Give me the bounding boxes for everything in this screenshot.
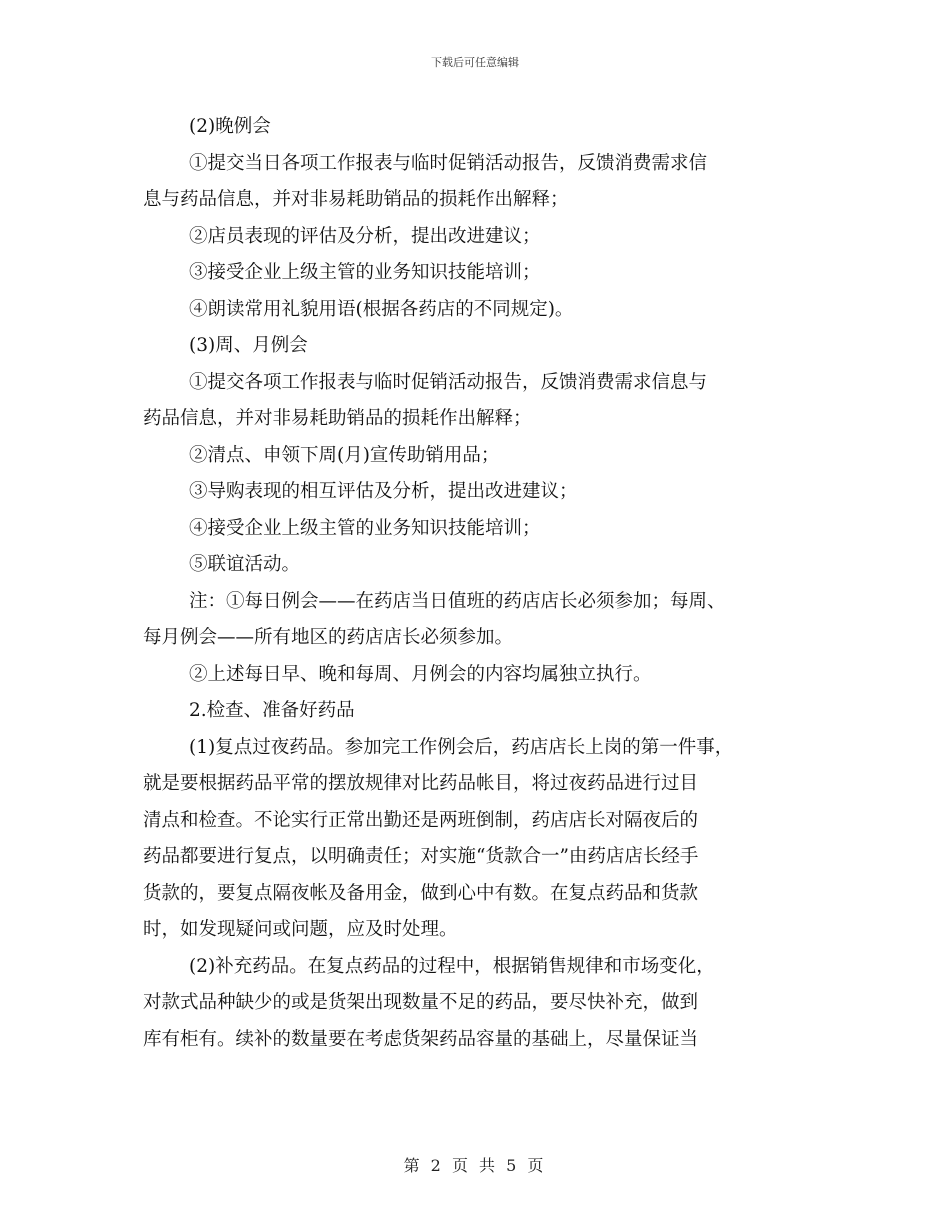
text-line: ②店员表现的评估及分析，提出改进建议；	[189, 225, 541, 247]
text-line: 每月例会——所有地区的药店店长必须参加。	[143, 627, 514, 648]
text-line: 注：①每日例会——在药店当日值班的药店店长必须参加；每周、	[189, 590, 726, 612]
text-line: (3)周、月例会	[189, 335, 308, 356]
text-line: 2.检查、准备好药品	[189, 700, 355, 721]
text-line: ②上述每日早、晚和每周、月例会的内容均属独立执行。	[189, 663, 652, 685]
text-line: 就是要根据药品平常的摆放规律对比药品帐目，将过夜药品进行过目	[143, 773, 699, 794]
page-footer: 第 2 页 共 5 页	[403, 1156, 547, 1175]
page-header: 下载后可任意编辑	[431, 56, 519, 69]
text-line: ④朗读常用礼貌用语(根据各药店的不同规定)。	[189, 298, 574, 320]
text-line: ③导购表现的相互评估及分析，提出改进建议；	[189, 481, 578, 502]
text-line: 药品信息，并对非易耗助销品的损耗作出解释；	[143, 408, 532, 429]
text-line: ④接受企业上级主管的业务知识技能培训；	[189, 517, 541, 539]
text-line: 货款的，要复点隔夜帐及备用金，做到心中有数。在复点药品和货款	[143, 882, 699, 904]
text-line: ⑤联谊活动。	[189, 554, 301, 575]
text-line: ①提交各项工作报表与临时促销活动报告，反馈消费需求信息与	[189, 371, 708, 393]
text-line: (2)晚例会	[189, 116, 271, 137]
text-line: 清点和检查。不论实行正常出勤还是两班倒制，药店店长对隔夜后的	[143, 809, 699, 831]
text-line: ③接受企业上级主管的业务知识技能培训；	[189, 262, 541, 283]
text-line: (1)复点过夜药品。参加完工作例会后，药店店长上岗的第一件事，	[189, 736, 734, 758]
text-line: 息与药品信息，并对非易耗助销品的损耗作出解释；	[143, 189, 569, 210]
document-body	[143, 109, 823, 1058]
text-line: 库有柜有。续补的数量要在考虑货架药品容量的基础上，尽量保证当	[143, 1028, 699, 1050]
text-line: 时，如发现疑问或问题，应及时处理。	[143, 919, 458, 940]
text-line: 药品都要进行复点，以明确责任；对实施“货款合一”由药店店长经手	[143, 846, 699, 867]
text-line: ①提交当日各项工作报表与临时促销活动报告，反馈消费需求信	[189, 152, 708, 174]
text-line: 对款式品种缺少的或是货架出现数量不足的药品，要尽快补充，做到	[143, 992, 699, 1013]
text-line: (2)补充药品。在复点药品的过程中，根据销售规律和市场变化，	[189, 955, 715, 977]
text-line: ②清点、申领下周(月)宣传助销用品；	[189, 444, 500, 466]
